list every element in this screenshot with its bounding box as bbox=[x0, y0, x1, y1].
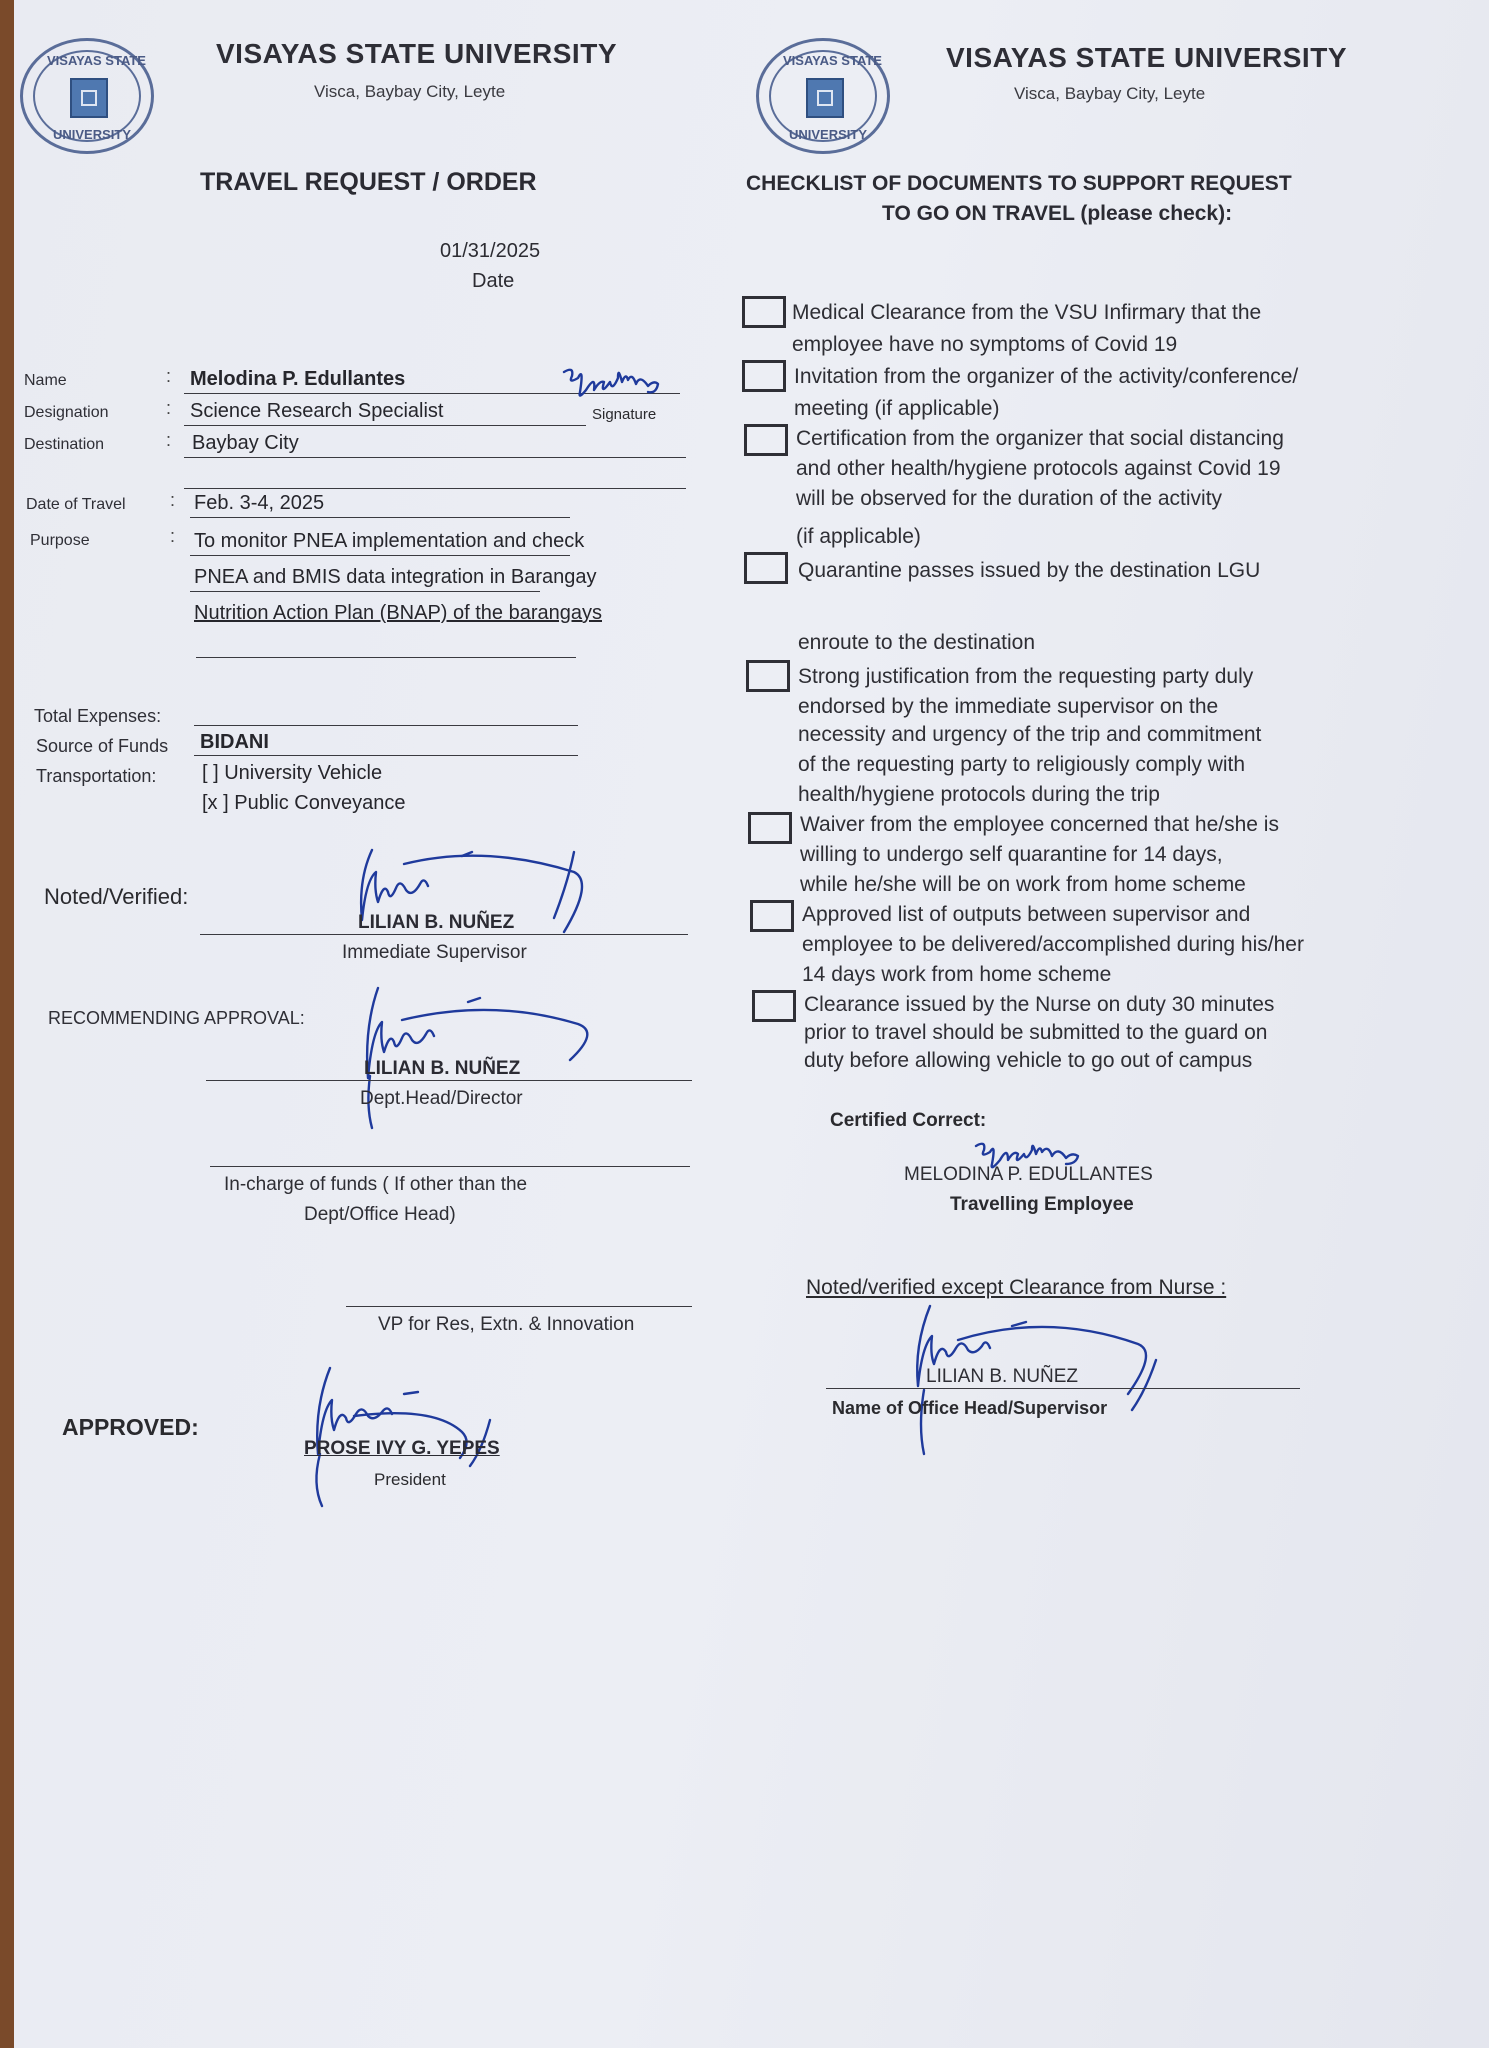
checklist-item-text: employee to be delivered/accomplished during his/her bbox=[802, 933, 1304, 956]
colon: : bbox=[166, 398, 172, 418]
seal-emblem-icon bbox=[806, 78, 844, 118]
checklist-item-text: Certification from the organizer that social distancing bbox=[796, 427, 1284, 450]
university-seal-left bbox=[20, 38, 154, 154]
recommending-name: LILIAN B. NUÑEZ bbox=[364, 1058, 521, 1079]
university-address-right: Visca, Baybay City, Leyte bbox=[1014, 84, 1206, 103]
purpose-line-2: PNEA and BMIS data integration in Barangay bbox=[194, 566, 597, 588]
checklist-item-text: will be observed for the duration of the activity bbox=[796, 487, 1223, 510]
checklist-item-text: Waiver from the employee concerned that he/she is bbox=[800, 813, 1279, 836]
noted-signature-line bbox=[200, 934, 688, 935]
noted-name: LILIAN B. NUÑEZ bbox=[358, 912, 515, 933]
checklist-item-text: employee have no symptoms of Covid 19 bbox=[792, 333, 1178, 356]
certified-name: MELODINA P. EDULLANTES bbox=[904, 1164, 1153, 1185]
designation-line bbox=[184, 425, 586, 426]
transport-public-conveyance: [x ] Public Conveyance bbox=[202, 792, 406, 814]
checklist-item-text: endorsed by the immediate supervisor on the bbox=[798, 695, 1219, 718]
name-value: Melodina P. Edullantes bbox=[190, 368, 406, 390]
colon: : bbox=[166, 366, 172, 386]
office-head-title: Name of Office Head/Supervisor bbox=[832, 1398, 1108, 1418]
checklist-item-text: 14 days work from home scheme bbox=[802, 963, 1112, 986]
date-of-travel-line bbox=[190, 517, 570, 518]
certified-correct-label: Certified Correct: bbox=[830, 1110, 987, 1131]
president-name: PROSE IVY G. YEPES bbox=[304, 1438, 500, 1459]
checkbox-invitation[interactable] bbox=[742, 360, 786, 392]
transport-university-vehicle: [ ] University Vehicle bbox=[202, 762, 383, 784]
checklist-item-text: necessity and urgency of the trip and commitment bbox=[798, 723, 1262, 746]
certified-title: Travelling Employee bbox=[950, 1194, 1134, 1215]
checkbox-approved-outputs[interactable] bbox=[750, 900, 794, 932]
purpose-blank-line bbox=[196, 657, 576, 658]
checkbox-certification[interactable] bbox=[744, 424, 788, 456]
purpose-label: Purpose bbox=[30, 532, 90, 549]
checklist-item-text: and other health/hygiene protocols against Covid 19 bbox=[796, 457, 1281, 480]
signature-label: Signature bbox=[592, 406, 657, 423]
destination-label: Destination bbox=[24, 436, 105, 453]
funds-signature-line bbox=[210, 1166, 690, 1167]
university-name-left: VISAYAS STATE UNIVERSITY bbox=[216, 38, 617, 69]
date-of-travel-label: Date of Travel bbox=[26, 496, 126, 513]
noted-except-nurse-label: Noted/verified except Clearance from Nurse : bbox=[806, 1276, 1227, 1299]
checklist-item-text: Clearance issued by the Nurse on duty 30 minutes bbox=[804, 993, 1275, 1016]
supervisor-signature-icon bbox=[344, 842, 624, 952]
checkbox-quarantine-passes[interactable] bbox=[744, 552, 788, 584]
university-seal-right bbox=[756, 38, 890, 154]
destination-line-2 bbox=[184, 488, 686, 489]
designation-value: Science Research Specialist bbox=[190, 400, 444, 422]
purpose-underline bbox=[190, 591, 540, 592]
designation-label: Designation bbox=[24, 404, 109, 421]
travel-order-title: TRAVEL REQUEST / ORDER bbox=[200, 168, 537, 196]
vp-signature-line bbox=[346, 1306, 692, 1307]
seal-top-text: VISAYAS STATE bbox=[47, 53, 146, 68]
checkbox-nurse-clearance[interactable] bbox=[752, 990, 796, 1022]
checklist-item-text: Strong justification from the requesting party duly bbox=[798, 665, 1254, 688]
noted-verified-label: Noted/Verified: bbox=[44, 884, 189, 909]
checklist-title-line-1: CHECKLIST OF DOCUMENTS TO SUPPORT REQUEST bbox=[746, 172, 1292, 195]
purpose-underline bbox=[190, 555, 570, 556]
checkbox-waiver[interactable] bbox=[748, 812, 792, 844]
request-date: 01/31/2025 bbox=[440, 240, 541, 262]
checkbox-medical-clearance[interactable] bbox=[742, 296, 786, 328]
checklist-item-text: prior to travel should be submitted to the guard on bbox=[804, 1021, 1268, 1044]
checklist-item-text: Medical Clearance from the VSU Infirmary that the bbox=[792, 301, 1262, 324]
date-of-travel-value: Feb. 3-4, 2025 bbox=[194, 492, 325, 514]
checklist-item-text: Quarantine passes issued by the destination LGU bbox=[798, 559, 1261, 582]
destination-value: Baybay City bbox=[192, 432, 299, 454]
office-head-signature-line bbox=[826, 1388, 1300, 1389]
colon: : bbox=[166, 430, 172, 450]
source-of-funds-line bbox=[194, 755, 578, 756]
seal-bottom-text: UNIVERSITY bbox=[53, 127, 132, 142]
seal-emblem-icon bbox=[70, 78, 108, 118]
recommending-approval-label: RECOMMENDING APPROVAL: bbox=[48, 1008, 305, 1028]
noted-title: Immediate Supervisor bbox=[342, 942, 527, 963]
date-label: Date bbox=[472, 270, 515, 292]
checklist-title-line-2: TO GO ON TRAVEL (please check): bbox=[882, 202, 1233, 225]
total-expenses-line bbox=[194, 725, 578, 726]
seal-top-text: VISAYAS STATE bbox=[783, 53, 882, 68]
checklist-item-text: health/hygiene protocols during the trip bbox=[798, 783, 1160, 806]
total-expenses-label: Total Expenses: bbox=[34, 706, 162, 726]
checklist-item-text: of the requesting party to religiously comply with bbox=[798, 753, 1246, 776]
name-label: Name bbox=[24, 372, 67, 389]
colon: : bbox=[170, 526, 176, 546]
recommending-signature-line bbox=[206, 1080, 692, 1081]
document-page bbox=[14, 0, 1489, 2048]
checklist-item-text: enroute to the destination bbox=[798, 631, 1036, 654]
office-head-name: LILIAN B. NUÑEZ bbox=[926, 1366, 1079, 1387]
employee-signature-icon bbox=[560, 360, 690, 400]
funds-incharge-label-2: Dept/Office Head) bbox=[304, 1204, 456, 1225]
checklist-item-text: meeting (if applicable) bbox=[794, 397, 1000, 420]
purpose-line-3: Nutrition Action Plan (BNAP) of the barangays bbox=[194, 602, 602, 624]
destination-line bbox=[184, 457, 686, 458]
checklist-item-text: (if applicable) bbox=[796, 525, 921, 548]
approved-label: APPROVED: bbox=[62, 1414, 199, 1440]
university-address-left: Visca, Baybay City, Leyte bbox=[314, 82, 506, 101]
president-title: President bbox=[374, 1470, 446, 1489]
seal-bottom-text: UNIVERSITY bbox=[789, 127, 868, 142]
checkbox-strong-justification[interactable] bbox=[746, 660, 790, 692]
checklist-item-text: willing to undergo self quarantine for 14 days, bbox=[800, 843, 1223, 866]
checklist-item-text: Approved list of outputs between supervisor and bbox=[802, 903, 1251, 926]
source-of-funds-label: Source of Funds bbox=[36, 736, 169, 756]
funds-incharge-label-1: In-charge of funds ( If other than the bbox=[224, 1174, 528, 1195]
checklist-item-text: Invitation from the organizer of the activity/conference/ bbox=[794, 365, 1299, 388]
vp-title: VP for Res, Extn. & Innovation bbox=[378, 1314, 635, 1335]
checklist-item-text: while he/she will be on work from home scheme bbox=[800, 873, 1246, 896]
checklist-item-text: duty before allowing vehicle to go out of campus bbox=[804, 1049, 1253, 1072]
purpose-line-1: To monitor PNEA implementation and check bbox=[194, 530, 585, 552]
recommending-title: Dept.Head/Director bbox=[360, 1088, 523, 1109]
university-name-right: VISAYAS STATE UNIVERSITY bbox=[946, 42, 1347, 73]
transportation-label: Transportation: bbox=[36, 766, 157, 786]
colon: : bbox=[170, 490, 176, 510]
source-of-funds-value: BIDANI bbox=[200, 731, 269, 753]
